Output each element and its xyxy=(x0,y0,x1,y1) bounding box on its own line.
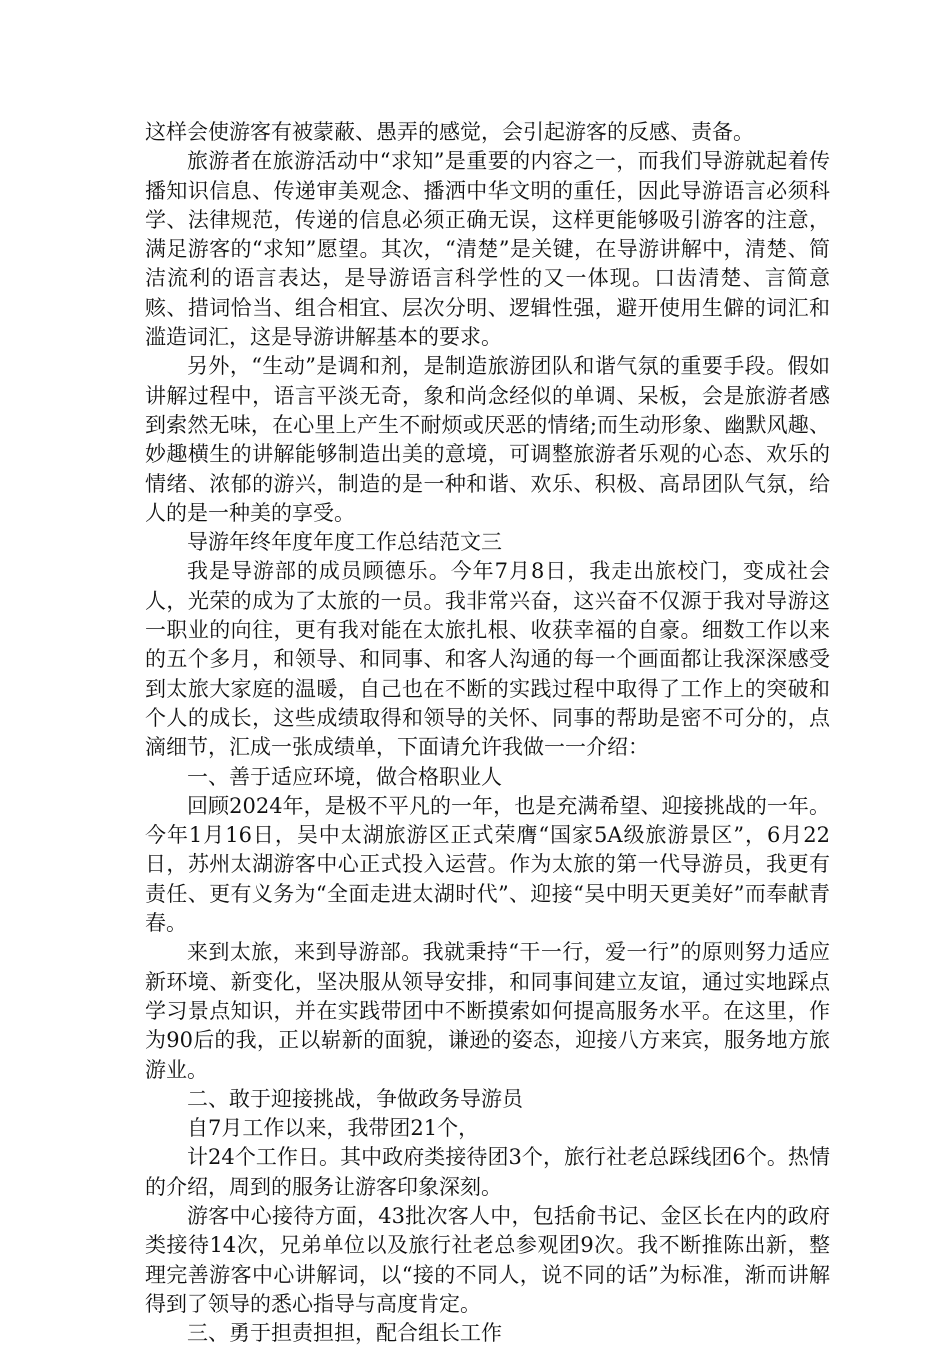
paragraph-review: 回顾2024年，是极不平凡的一年，也是充满希望、迎接挑战的一年。今年1月16日，吴中太湖旅游区正式荣膺“国家5A级旅游景区”，6月22日，苏州太湖游客中心正式投入运营。作为太旅的第一代导游员，我更有责任、更有义务为“全面走进太湖时代”、迎接“吴中明天更美好”而奉献青春。 xyxy=(145,793,830,936)
document-body xyxy=(145,118,830,1348)
paragraph-visitor-center: 游客中心接待方面，43批次客人中，包括俞书记、金区长在内的政府类接待14次，兄弟单位以及旅行社老总参观团9次。我不断推陈出新，整理完善游客中心讲解词，以“接的不同人，说不同的话”为标准，渐而讲解得到了领导的悉心指导与高度肯定。 xyxy=(145,1203,830,1316)
section-title: 导游年终年度年度工作总结范文三 xyxy=(187,530,502,555)
paragraph-intro: 我是导游部的成员顾德乐。今年7月8日，我走出旅校门，变成社会人，光荣的成为了太旅的一员。我非常兴奋，这兴奋不仅源于我对导游这一职业的向往，更有我对能在太旅扎根、收获幸福的自豪。细数工作以来的五个多月，和领导、和同事、和客人沟通的每一个画面都让我深深感受到太旅大家庭的温暖，自己也在不断的实践过程中取得了工作上的突破和个人的成长，这些成绩取得和领导的关怀、同事的帮助是密不可分的，点滴细节，汇成一张成绩单，下面请允许我做一一介绍： xyxy=(145,559,830,760)
paragraph-knowledge: 旅游者在旅游活动中“求知”是重要的内容之一，而我们导游就起着传播知识信息、传递审美观念、播洒中华文明的重任，因此导游语言必须科学、法律规范，传递的信息必须正确无误，这样更能够吸引游客的注意，满足游客的“求知”愿望。其次，“清楚”是关键，在导游讲解中，清楚、简洁流利的语言表达，是导游语言科学性的又一体现。口齿清楚、言简意赅、措词恰当、组合相宜、层次分明、逻辑性强，避开使用生僻的词汇和滥造词汇，这是导游讲解基本的要求。 xyxy=(145,149,830,350)
paragraph-groups: 自7月工作以来，我带团21个， xyxy=(187,1116,480,1141)
heading-three: 三、勇于担责担担，配合组长工作 xyxy=(187,1321,502,1346)
paragraph-continuation: 这样会使游客有被蒙蔽、愚弄的感觉，会引起游客的反感、责备。 xyxy=(145,120,754,144)
heading-two: 二、敢于迎接挑战，争做政务导游员 xyxy=(187,1086,523,1111)
paragraph-adapt: 来到太旅，来到导游部。我就秉持“干一行，爱一行”的原则努力适应新环境、新变化，坚决服从领导安排，和同事间建立友谊，通过实地踩点学习景点知识，并在实践带团中不断摸索如何提高服务水平。在这里，作为90后的我，正以崭新的面貌，谦逊的姿态，迎接八方来宾，服务地方旅游业。 xyxy=(145,940,830,1082)
paragraph-vivid: 另外，“生动”是调和剂，是制造旅游团队和谐气氛的重要手段。假如讲解过程中，语言平淡无奇，象和尚念经似的单调、呆板，会是旅游者感到索然无味，在心里上产生不耐烦或厌恶的情绪;而生动形象、幽默风趣、妙趣横生的讲解能够制造出美的意境，可调整旅游者乐观的心态、欢乐的情绪、浓郁的游兴，制造的是一种和谐、欢乐、积极、高昂团队气氛，给人的是一种美的享受。 xyxy=(145,354,830,525)
heading-one: 一、善于适应环境，做合格职业人 xyxy=(187,764,502,789)
paragraph-workdays: 计24个工作日。其中政府类接待团3个，旅行社老总踩线团6个。热情的介绍，周到的服务让游客印象深刻。 xyxy=(145,1145,830,1199)
